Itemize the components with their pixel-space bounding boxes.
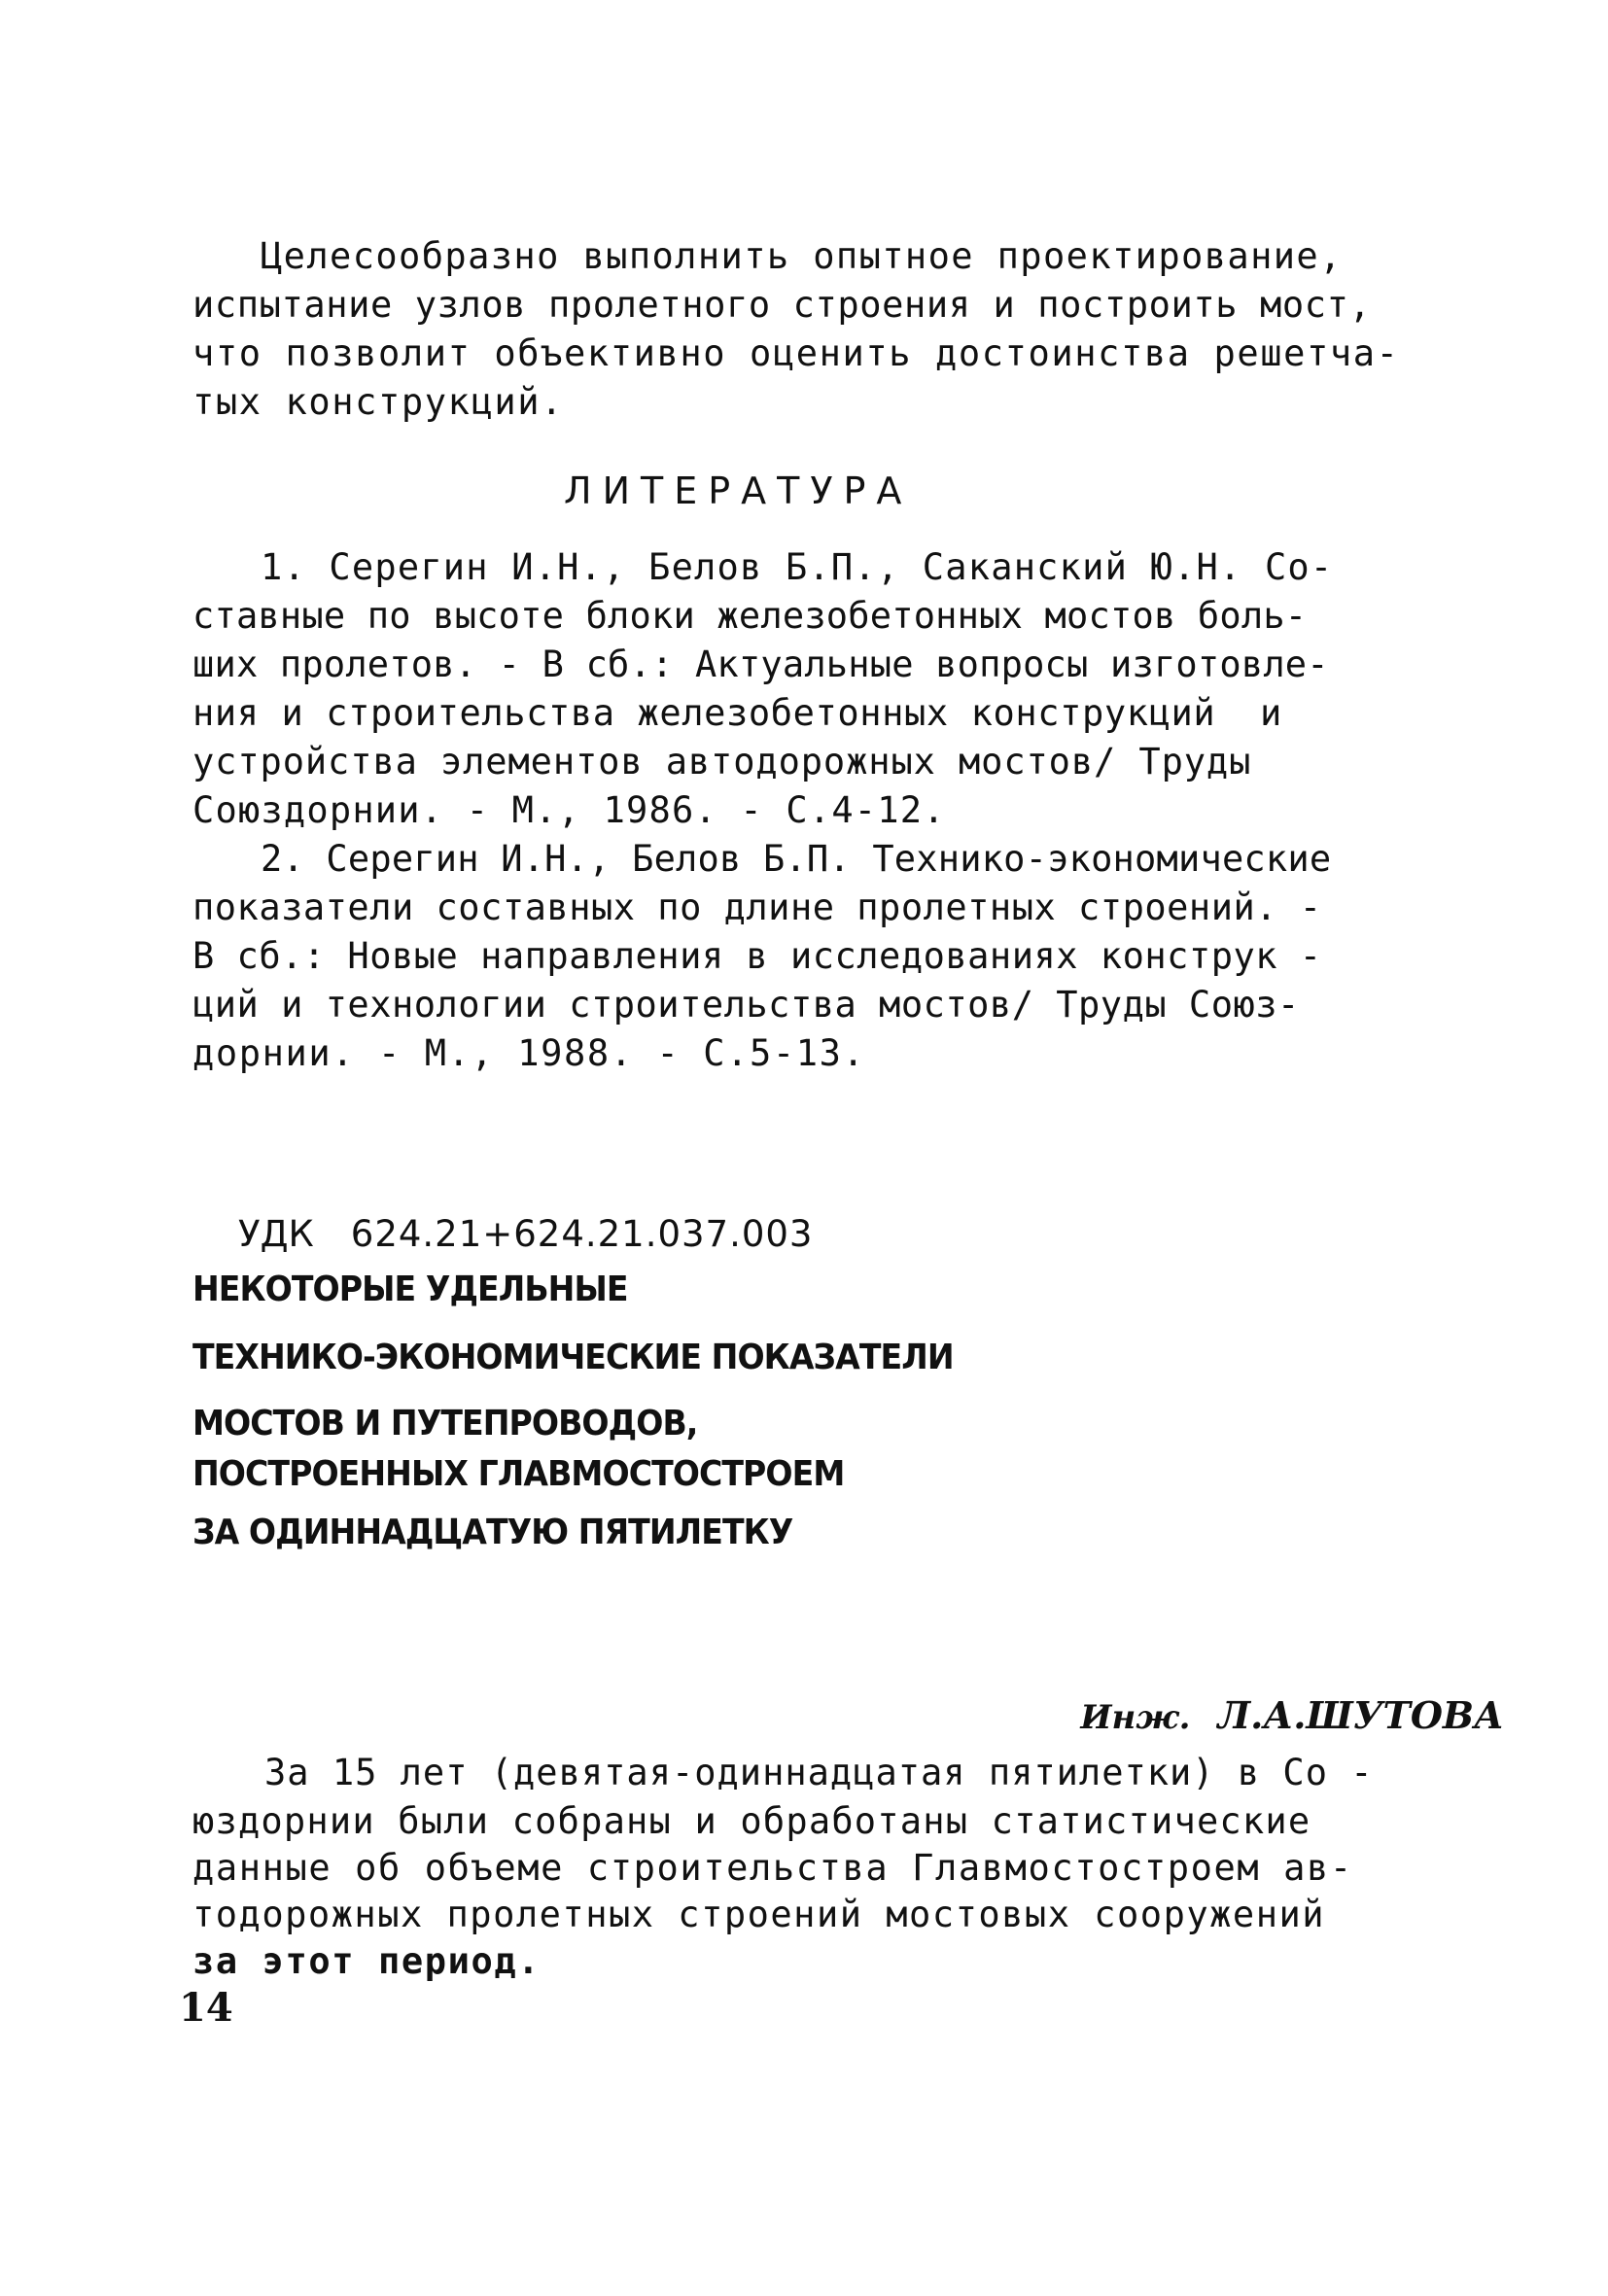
body-line: юздорнии были собраны и обработаны статистические (192, 1800, 1311, 1842)
title-line: МОСТОВ И ПУТЕПРОВОДОВ, (192, 1404, 698, 1444)
reference-line: ших пролетов. - В сб.: Актуальные вопросы изготовле- (192, 644, 1329, 685)
reference-line: ций и технологии строительства мостов/ Труды Союз- (192, 984, 1300, 1026)
reference-line: ставные по высоте блоки железобетонных мостов боль- (192, 595, 1308, 637)
udk-code: 624.21+624.21.037.003 (350, 1213, 814, 1255)
reference-line: Союздорнии. - М., 1986. - С.4-12. (192, 789, 946, 831)
udk-label: УДК (238, 1213, 314, 1255)
literature-heading: ЛИТЕРАТУРА (564, 470, 913, 512)
reference-line: 1. Серегин И.Н., Белов Б.П., Саканский Ю.Н. Со- (261, 546, 1334, 588)
title-line: ПОСТРОЕННЫХ ГЛАВМОСТОСТРОЕМ (192, 1454, 845, 1494)
intro-line: что позволит объективно оценить достоинства решетча- (192, 332, 1400, 374)
author-name: Л.А.ШУТОВА (1217, 1693, 1504, 1737)
reference-line: показатели составных по длине пролетных строений. - (192, 887, 1322, 928)
body-line: данные об объеме строительства Главмостостроем ав- (192, 1847, 1353, 1889)
intro-line: испытание узлов пролетного строения и построить мост, (192, 284, 1372, 326)
title-line: НЕКОТОРЫЕ УДЕЛЬНЫЕ (192, 1270, 628, 1309)
title-line: ТЕХНИКО-ЭКОНОМИЧЕСКИЕ ПОКАЗАТЕЛИ (192, 1338, 954, 1377)
intro-line: Целесообразно выполнить опытное проектирование, (261, 235, 1343, 277)
reference-line: ния и строительства железобетонных конструкций и (192, 692, 1282, 734)
title-line: ЗА ОДИННАДЦАТУЮ ПЯТИЛЕТКУ (192, 1513, 793, 1552)
reference-line: дорнии. - М., 1988. - С.5-13. (192, 1032, 866, 1074)
reference-line: 2. Серегин И.Н., Белов Б.П. Технико-экономические (261, 838, 1332, 880)
page-number: 14 (179, 1985, 233, 2031)
reference-line: устройства элементов автодорожных мостов/ Труды (192, 741, 1252, 783)
body-line: тодорожных пролетных строений мостовых сооружений (192, 1894, 1326, 1935)
intro-line: тых конструкций. (192, 381, 565, 423)
reference-line: В сб.: Новые направления в исследованиях конструк - (192, 935, 1322, 977)
author-prefix: Инж. (1080, 1698, 1191, 1737)
body-line: за этот период. (192, 1940, 542, 1982)
body-line: За 15 лет (девятая-одиннадцатая пятилетки) в Со - (264, 1752, 1374, 1793)
